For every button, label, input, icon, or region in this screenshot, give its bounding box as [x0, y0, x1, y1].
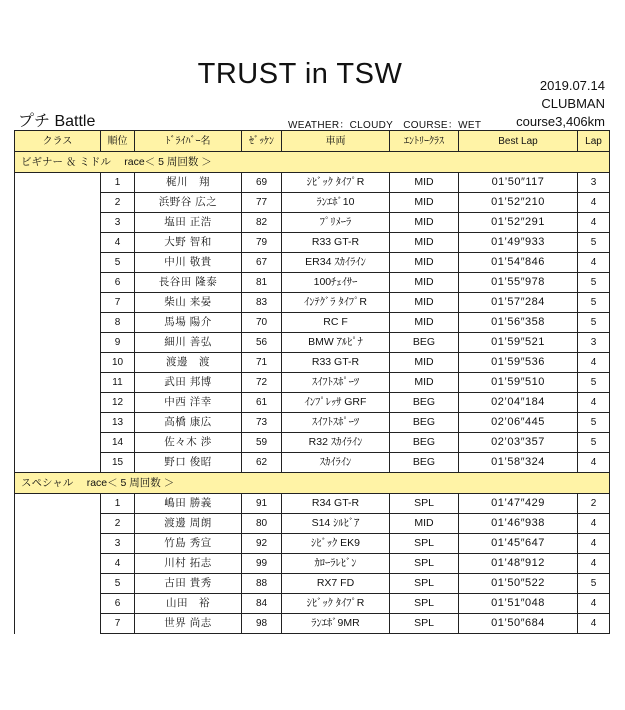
- cell-laps: 4: [578, 554, 610, 574]
- cell-position: 11: [101, 373, 135, 393]
- results-table: [14, 130, 610, 634]
- table-row: [15, 413, 610, 433]
- group-label: ビギナー ＆ ミドル race＜ 5 周回数 ＞: [15, 152, 610, 173]
- table-row: [15, 293, 610, 313]
- cell-laps: 5: [578, 313, 610, 333]
- class-cell: [15, 614, 101, 634]
- cell-driver: 細川 善弘: [135, 333, 242, 353]
- cell-car: ｼﾋﾞｯｸ ﾀｲﾌﾟR: [282, 173, 390, 193]
- cell-car: ｲﾝﾃｸﾞﾗ ﾀｲﾌﾟR: [282, 293, 390, 313]
- col-position: 順位: [101, 131, 135, 152]
- cell-driver: 川村 拓志: [135, 554, 242, 574]
- col-entry-class: ｴﾝﾄﾘｰｸﾗｽ: [390, 131, 459, 152]
- cell-position: 5: [101, 253, 135, 273]
- cell-driver: 山田 裕: [135, 594, 242, 614]
- cell-driver: 高橋 康広: [135, 413, 242, 433]
- cell-driver: 梶川 翔: [135, 173, 242, 193]
- cell-entry-class: MID: [390, 173, 459, 193]
- cell-number: 59: [242, 433, 282, 453]
- results-body: [15, 152, 610, 634]
- cell-entry-class: BEG: [390, 453, 459, 473]
- cell-car: ｽｲﾌﾄｽﾎﾟｰﾂ: [282, 373, 390, 393]
- cell-position: 8: [101, 313, 135, 333]
- cell-laps: 2: [578, 494, 610, 514]
- cell-laps: 4: [578, 253, 610, 273]
- cell-best-lap: 01’51″048: [459, 594, 578, 614]
- cell-number: 79: [242, 233, 282, 253]
- cell-best-lap: 01’54″846: [459, 253, 578, 273]
- cell-driver: 塩田 正浩: [135, 213, 242, 233]
- cell-number: 62: [242, 453, 282, 473]
- event-date: 2019.07.14: [539, 78, 605, 93]
- cell-number: 83: [242, 293, 282, 313]
- page-title: TRUST in TSW: [197, 58, 403, 90]
- cell-entry-class: BEG: [390, 433, 459, 453]
- cell-best-lap: 01’52″210: [459, 193, 578, 213]
- cell-laps: 4: [578, 393, 610, 413]
- class-cell: [15, 594, 101, 614]
- cell-laps: 4: [578, 594, 610, 614]
- cell-laps: 4: [578, 534, 610, 554]
- cell-position: 1: [101, 173, 135, 193]
- cell-laps: 4: [578, 213, 610, 233]
- header-row: [15, 131, 610, 152]
- cell-position: 7: [101, 614, 135, 634]
- table-row: [15, 514, 610, 534]
- cell-driver: 佐々木 渉: [135, 433, 242, 453]
- cell-position: 3: [101, 213, 135, 233]
- cell-entry-class: MID: [390, 253, 459, 273]
- class-cell: [15, 433, 101, 453]
- class-cell: [15, 233, 101, 253]
- cell-best-lap: 01’57″284: [459, 293, 578, 313]
- cell-best-lap: 02’04″184: [459, 393, 578, 413]
- cell-entry-class: MID: [390, 353, 459, 373]
- course-length: course3,406km: [516, 114, 605, 129]
- cell-car: 100ﾁｪｲｻｰ: [282, 273, 390, 293]
- cell-laps: 5: [578, 293, 610, 313]
- cell-best-lap: 01’47″429: [459, 494, 578, 514]
- cell-entry-class: MID: [390, 213, 459, 233]
- cell-laps: 5: [578, 574, 610, 594]
- cell-best-lap: 01’52″291: [459, 213, 578, 233]
- cell-laps: 4: [578, 353, 610, 373]
- cell-driver: 世界 尚志: [135, 614, 242, 634]
- cell-car: ｼﾋﾞｯｸ EK9: [282, 534, 390, 554]
- class-cell: [15, 373, 101, 393]
- cell-laps: 4: [578, 514, 610, 534]
- cell-best-lap: 01’48″912: [459, 554, 578, 574]
- cell-position: 6: [101, 273, 135, 293]
- cell-entry-class: MID: [390, 313, 459, 333]
- cell-laps: 5: [578, 373, 610, 393]
- cell-driver: 柴山 来晏: [135, 293, 242, 313]
- table-row: [15, 453, 610, 473]
- cell-entry-class: BEG: [390, 413, 459, 433]
- cell-position: 1: [101, 494, 135, 514]
- cell-car: BMW ｱﾙﾋﾟﾅ: [282, 333, 390, 353]
- class-cell: [15, 193, 101, 213]
- cell-driver: 中西 洋幸: [135, 393, 242, 413]
- col-number: ｾﾞｯｹﾝ: [242, 131, 282, 152]
- cell-position: 4: [101, 233, 135, 253]
- cell-number: 73: [242, 413, 282, 433]
- cell-position: 6: [101, 594, 135, 614]
- cell-entry-class: MID: [390, 233, 459, 253]
- cell-position: 9: [101, 333, 135, 353]
- cell-laps: 5: [578, 433, 610, 453]
- cell-driver: 渡邊 周朗: [135, 514, 242, 534]
- cell-number: 71: [242, 353, 282, 373]
- table-row: [15, 173, 610, 193]
- cell-best-lap: 01’50″684: [459, 614, 578, 634]
- table-row: [15, 333, 610, 353]
- class-cell: [15, 293, 101, 313]
- cell-car: ｼﾋﾞｯｸ ﾀｲﾌﾟR: [282, 594, 390, 614]
- table-row: [15, 193, 610, 213]
- cell-car: RC F: [282, 313, 390, 333]
- table-row: [15, 393, 610, 413]
- cell-car: ｶﾛｰﾗﾚﾋﾞﾝ: [282, 554, 390, 574]
- class-cell: [15, 333, 101, 353]
- table-row: [15, 313, 610, 333]
- cell-driver: 大野 智和: [135, 233, 242, 253]
- table-row: [15, 253, 610, 273]
- table-row: [15, 353, 610, 373]
- class-cell: [15, 253, 101, 273]
- cell-number: 56: [242, 333, 282, 353]
- table-row: [15, 233, 610, 253]
- cell-position: 10: [101, 353, 135, 373]
- cell-position: 2: [101, 514, 135, 534]
- event-subtitle: プチ Battle: [18, 113, 96, 130]
- cell-car: ﾗﾝｴﾎﾞ10: [282, 193, 390, 213]
- group-header: [15, 473, 610, 494]
- table-row: [15, 494, 610, 514]
- cell-number: 67: [242, 253, 282, 273]
- table-row: [15, 554, 610, 574]
- class-label: CLUBMAN: [541, 96, 605, 111]
- cell-car: ｽｲﾌﾄｽﾎﾟｰﾂ: [282, 413, 390, 433]
- class-cell: [15, 534, 101, 554]
- cell-best-lap: 02’06″445: [459, 413, 578, 433]
- cell-driver: 馬場 陽介: [135, 313, 242, 333]
- cell-car: R32 ｽｶｲﾗｲﾝ: [282, 433, 390, 453]
- cell-position: 12: [101, 393, 135, 413]
- cell-laps: 5: [578, 233, 610, 253]
- cell-driver: 古田 貴秀: [135, 574, 242, 594]
- class-cell: [15, 353, 101, 373]
- table-row: [15, 534, 610, 554]
- cell-laps: 4: [578, 453, 610, 473]
- class-cell: [15, 393, 101, 413]
- table-row: [15, 574, 610, 594]
- cell-entry-class: MID: [390, 293, 459, 313]
- cell-car: ｽｶｲﾗｲﾝ: [282, 453, 390, 473]
- cell-position: 2: [101, 193, 135, 213]
- col-car: 車両: [282, 131, 390, 152]
- cell-entry-class: MID: [390, 373, 459, 393]
- cell-position: 4: [101, 554, 135, 574]
- cell-best-lap: 01’55″978: [459, 273, 578, 293]
- class-cell: [15, 213, 101, 233]
- class-cell: [15, 494, 101, 514]
- weather-info: WEATHER：CLOUDY COURSE：WET: [288, 120, 482, 131]
- cell-number: 81: [242, 273, 282, 293]
- cell-number: 98: [242, 614, 282, 634]
- cell-car: R33 GT-R: [282, 233, 390, 253]
- cell-position: 7: [101, 293, 135, 313]
- cell-number: 72: [242, 373, 282, 393]
- col-class: クラス: [15, 131, 101, 152]
- cell-laps: 4: [578, 193, 610, 213]
- cell-entry-class: SPL: [390, 534, 459, 554]
- table-row: [15, 213, 610, 233]
- cell-position: 5: [101, 574, 135, 594]
- cell-car: RX7 FD: [282, 574, 390, 594]
- table-row: [15, 594, 610, 614]
- cell-number: 88: [242, 574, 282, 594]
- cell-entry-class: BEG: [390, 333, 459, 353]
- cell-best-lap: 02’03″357: [459, 433, 578, 453]
- table-row: [15, 433, 610, 453]
- cell-best-lap: 01’59″536: [459, 353, 578, 373]
- cell-driver: 嶋田 勝義: [135, 494, 242, 514]
- cell-best-lap: 01’46″938: [459, 514, 578, 534]
- cell-entry-class: SPL: [390, 574, 459, 594]
- cell-best-lap: 01’59″521: [459, 333, 578, 353]
- cell-laps: 3: [578, 173, 610, 193]
- table-row: [15, 614, 610, 634]
- cell-entry-class: BEG: [390, 393, 459, 413]
- cell-laps: 3: [578, 333, 610, 353]
- cell-entry-class: SPL: [390, 614, 459, 634]
- cell-entry-class: MID: [390, 273, 459, 293]
- cell-car: ｲﾝﾌﾟﾚｯｻ GRF: [282, 393, 390, 413]
- cell-driver: 渡邊 渡: [135, 353, 242, 373]
- cell-driver: 長谷田 隆泰: [135, 273, 242, 293]
- cell-position: 15: [101, 453, 135, 473]
- cell-position: 3: [101, 534, 135, 554]
- class-cell: [15, 574, 101, 594]
- cell-car: ﾌﾟﾘﾒｰﾗ: [282, 213, 390, 233]
- cell-driver: 竹島 秀宣: [135, 534, 242, 554]
- class-cell: [15, 514, 101, 534]
- cell-best-lap: 01’50″522: [459, 574, 578, 594]
- cell-number: 99: [242, 554, 282, 574]
- cell-best-lap: 01’58″324: [459, 453, 578, 473]
- cell-number: 80: [242, 514, 282, 534]
- cell-number: 92: [242, 534, 282, 554]
- cell-number: 70: [242, 313, 282, 333]
- cell-car: S14 ｼﾙﾋﾞｱ: [282, 514, 390, 534]
- cell-number: 77: [242, 193, 282, 213]
- cell-number: 91: [242, 494, 282, 514]
- class-cell: [15, 453, 101, 473]
- cell-entry-class: SPL: [390, 494, 459, 514]
- cell-driver: 野口 俊昭: [135, 453, 242, 473]
- cell-best-lap: 01’50″117: [459, 173, 578, 193]
- cell-laps: 5: [578, 413, 610, 433]
- cell-entry-class: SPL: [390, 554, 459, 574]
- cell-driver: 中川 敬貴: [135, 253, 242, 273]
- cell-best-lap: 01’49″933: [459, 233, 578, 253]
- cell-entry-class: MID: [390, 193, 459, 213]
- cell-car: ﾗﾝｴﾎﾞ9MR: [282, 614, 390, 634]
- cell-car: R34 GT-R: [282, 494, 390, 514]
- cell-laps: 4: [578, 614, 610, 634]
- cell-car: ER34 ｽｶｲﾗｲﾝ: [282, 253, 390, 273]
- table-row: [15, 373, 610, 393]
- cell-driver: 浜野谷 広之: [135, 193, 242, 213]
- cell-position: 14: [101, 433, 135, 453]
- class-cell: [15, 273, 101, 293]
- cell-entry-class: MID: [390, 514, 459, 534]
- cell-best-lap: 01’59″510: [459, 373, 578, 393]
- group-header: [15, 152, 610, 173]
- class-cell: [15, 173, 101, 193]
- cell-best-lap: 01’45″647: [459, 534, 578, 554]
- group-label: スペシャル race＜ 5 周回数 ＞: [15, 473, 610, 494]
- col-laps: Lap: [578, 131, 610, 152]
- table-row: [15, 273, 610, 293]
- class-cell: [15, 554, 101, 574]
- col-best-lap: Best Lap: [459, 131, 578, 152]
- cell-entry-class: SPL: [390, 594, 459, 614]
- cell-position: 13: [101, 413, 135, 433]
- cell-best-lap: 01’56″358: [459, 313, 578, 333]
- class-cell: [15, 413, 101, 433]
- cell-number: 61: [242, 393, 282, 413]
- cell-car: R33 GT-R: [282, 353, 390, 373]
- cell-laps: 5: [578, 273, 610, 293]
- cell-number: 82: [242, 213, 282, 233]
- cell-number: 84: [242, 594, 282, 614]
- cell-number: 69: [242, 173, 282, 193]
- cell-driver: 武田 邦博: [135, 373, 242, 393]
- class-cell: [15, 313, 101, 333]
- col-driver: ﾄﾞﾗｲﾊﾞｰ名: [135, 131, 242, 152]
